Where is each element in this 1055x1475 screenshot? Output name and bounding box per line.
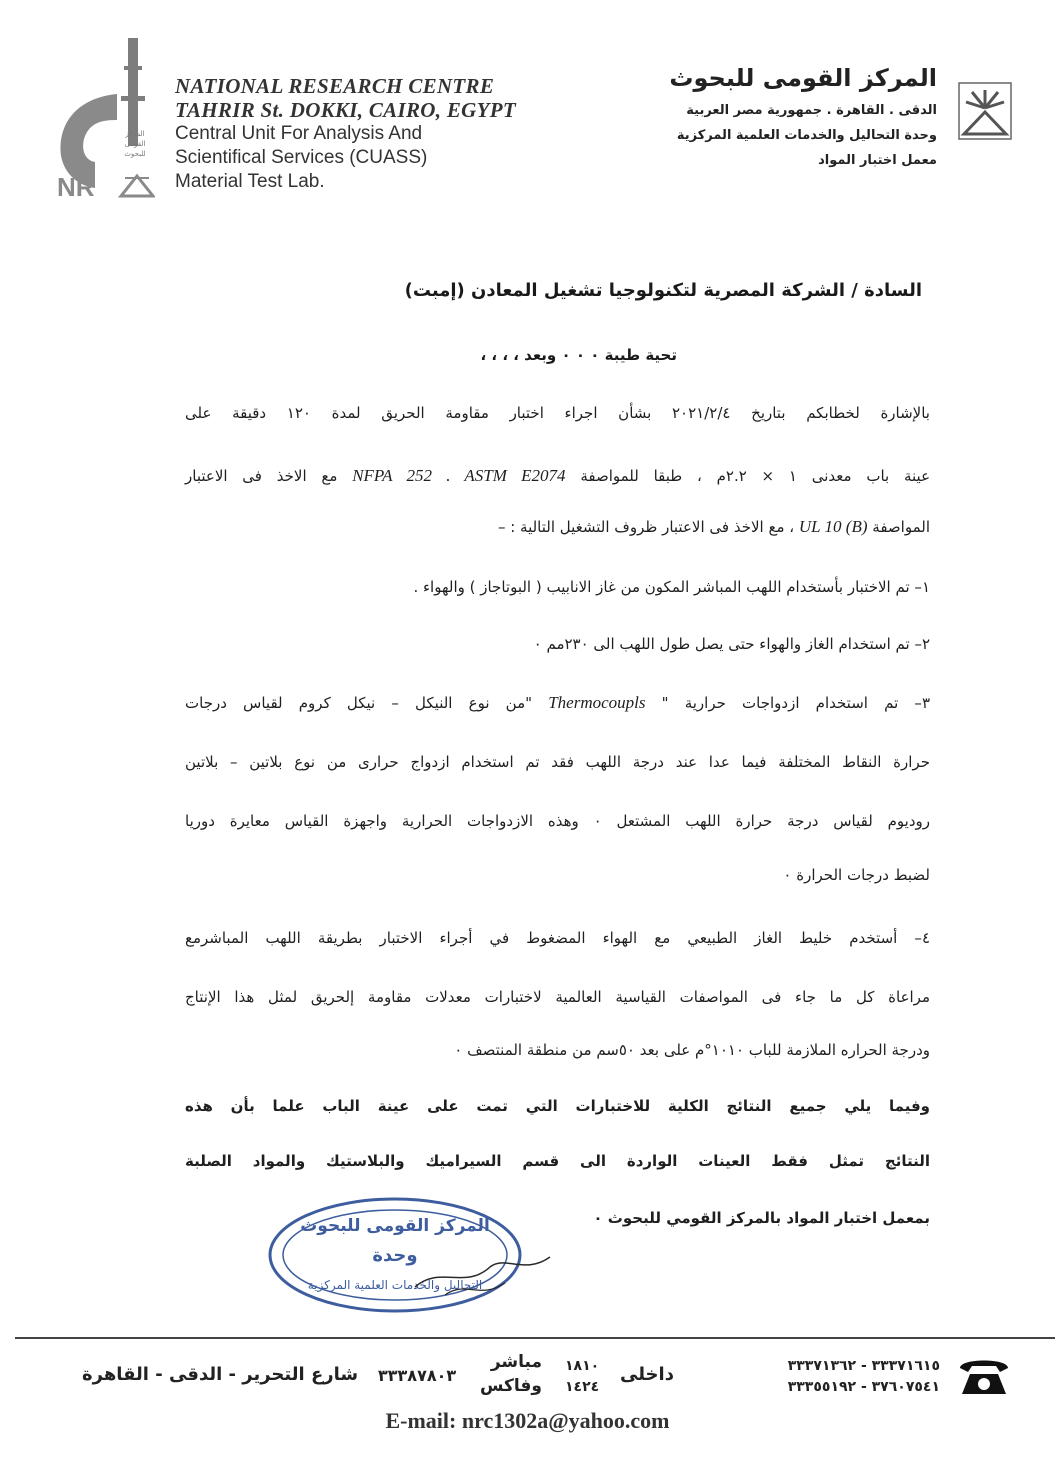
stamp-text-middle: وحدة — [372, 1245, 418, 1266]
institution-name-ar: المركز القومى للبحوث — [669, 64, 937, 92]
list-item-2: ٢– تم استخدام الغاز والهواء حتى يصل طول اللهب الى ٢٣٠مم ٠ — [533, 635, 930, 653]
institution-address-en: TAHRIR St. DOKKI, CAIRO, EGYPT — [175, 98, 516, 122]
paragraph-1-line-1: بالإشارة لخطابكم بتاريخ ٢٠٢١/٢/٤ بشأن اجراء اختبار مقاومة الحريق لمدة ١٢٠ دقيقة على — [185, 404, 930, 422]
official-stamp — [265, 1195, 565, 1315]
paragraph-1-line-3 — [185, 517, 930, 537]
institution-name-en: NATIONAL RESEARCH CENTRE — [175, 74, 495, 98]
addressee: السادة / الشركة المصرية لتكنولوجيا تشغيل المعادن (إمبت) — [404, 280, 922, 301]
lab-name-ar: معمل اختبار المواد — [818, 153, 937, 168]
list-item-4-line-3: ودرجة الحراره الملازمة للباب ١٠١٠°م على بعد ٥٠سم من منطقة المنتصف ٠ — [454, 1041, 930, 1059]
list-item-3-line-2: حرارة النقاط المختلفة فيما عدا عند درجة اللهب فقد تم استخدام ازدواج حرارى من نوع بلاتين – بلاتين — [185, 753, 930, 771]
extension-numbers — [565, 1356, 599, 1398]
direct-fax-number: ٣٣٣٨٧٨٠٣ — [378, 1366, 457, 1385]
extension-number-2: ١٤٢٤ — [565, 1379, 600, 1395]
direct-label: مباشر — [490, 1352, 542, 1372]
unit-name-en-2: Scientifical Services (CUASS) — [175, 147, 428, 168]
text-span: ٣– تم استخدام ازدواجات حرارية " — [661, 694, 930, 712]
closing-line-2: النتائج تمثل فقط العينات الواردة الى قسم السيراميك والبلاستيك والمواد الصلبة — [185, 1152, 930, 1170]
header-arabic — [597, 58, 937, 173]
greeting: تحية طيبة ٠ ٠ ٠ وبعد ، ، ، ، — [480, 346, 677, 364]
text-span: المواصفة — [872, 518, 930, 536]
footer-address: شارع التحرير - الدقى - القاهرة — [82, 1364, 359, 1385]
stamp-text-bottom: التحاليل والخدمات العلمية المركزية — [307, 1278, 483, 1292]
extension-label: داخلى — [620, 1364, 674, 1385]
direct-fax-label — [480, 1350, 542, 1398]
standard-reference: UL 10 (B) — [798, 517, 868, 536]
email-address: E-mail: nrc1302a@yahoo.com — [385, 1408, 670, 1433]
lab-name-en: Material Test Lab. — [175, 171, 325, 192]
unit-name-ar: وحدة التحاليل والخدمات العلمية المركزية — [676, 128, 937, 143]
logo-letters: NR — [57, 172, 95, 198]
list-item-3-line-1 — [185, 693, 930, 713]
paragraph-1-line-2 — [185, 466, 930, 486]
extension-number-1: ١٨١٠ — [565, 1358, 600, 1374]
text-span: "من نوع النيكل – نيكل كروم لقياس درجات — [185, 694, 533, 712]
unit-name-en-1: Central Unit For Analysis And — [175, 123, 423, 144]
fax-label: وفاكس — [480, 1376, 542, 1396]
technical-term: Thermocoupls — [548, 693, 646, 712]
telephone-icon — [956, 1354, 1012, 1396]
list-item-3-line-4: لضبط درجات الحرارة ٠ — [783, 866, 930, 884]
nrc-logo — [55, 36, 155, 198]
list-item-1: ١– تم الاختبار بأستخدام اللهب المباشر المكون من غاز الانابيب ( البوتاجاز ) والهواء . — [413, 578, 930, 596]
logo-arabic-line-2: القومى — [124, 140, 146, 148]
logo-arabic-line-3: للبحوث — [124, 150, 146, 158]
nrc-emblem-icon — [958, 82, 1012, 140]
text-span: ، مع الاخذ فى الاعتبار ظروف التشغيل التالية : – — [497, 518, 795, 536]
closing-line-3: بمعمل اختبار المواد بالمركز القومي للبحوث ٠ — [593, 1209, 930, 1227]
phone-numbers-line-1: ٣٣٣٧١٦١٥ - ٣٣٣٧١٣٦٢ — [787, 1358, 940, 1374]
logo-arabic-line-1: المركز — [125, 130, 145, 138]
text-span: عينة باب معدنى ١ × ٢.٢م ، طبقا للمواصفة — [580, 467, 931, 485]
footer-divider — [15, 1337, 1055, 1339]
phone-numbers-line-2: ٣٧٦٠٧٥٤١ - ٣٣٣٥٥١٩٢ — [787, 1379, 940, 1395]
list-item-4-line-2: مراعاة كل ما جاء فى المواصفات القياسية العالمية لاختبارات معدلات مقاومة إلحريق لمثل هذا الإنتاج — [185, 988, 930, 1006]
footer-phones — [788, 1356, 940, 1398]
institution-address-ar: الدقى . القاهرة . جمهورية مصر العربية — [686, 103, 937, 118]
closing-line-1: وفيما يلي جميع النتائج الكلية للاختبارات التي تمت على عينة الباب علما بأن هذه — [185, 1097, 930, 1115]
header-english — [175, 74, 575, 194]
text-span: مع الاخذ فى الاعتبار — [185, 467, 338, 485]
standard-reference: NFPA 252 . ASTM E2074 — [352, 466, 566, 485]
list-item-3-line-3: روديوم لقياس درجة حرارة اللهب المشتعل ٠ وهذه الازدواجات الحرارية واجهزة القياس معايرة دوريا — [185, 812, 930, 830]
list-item-4-line-1: ٤– أستخدم خليط الغاز الطبيعي مع الهواء المضغوط في أجراء الاختبار بطريقة اللهب المباشرمع — [185, 929, 930, 947]
stamp-text-top: المركز القومى للبحوث — [300, 1216, 490, 1236]
